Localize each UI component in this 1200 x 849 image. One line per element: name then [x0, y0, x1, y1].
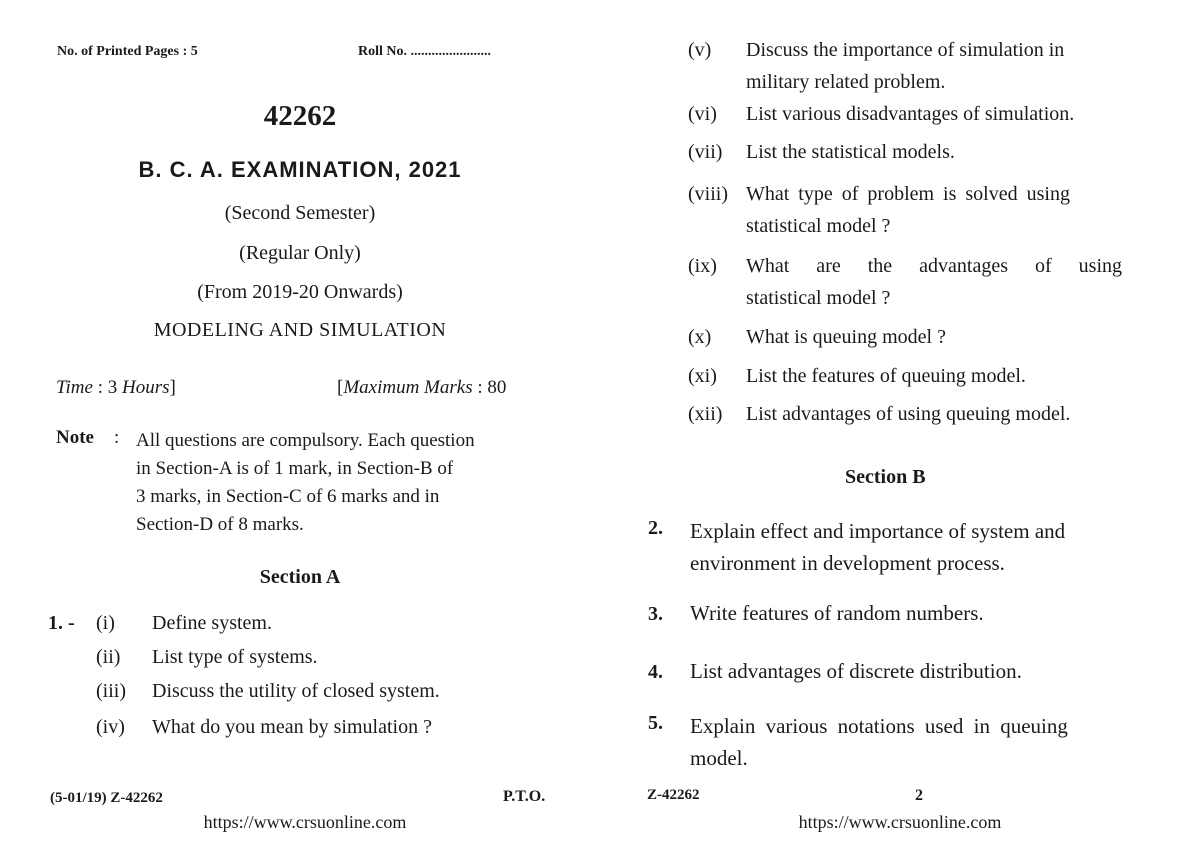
- footer-pto: P.T.O.: [503, 788, 546, 805]
- question-1-v: (v) Discuss the importance of simulation in military related problem.: [688, 39, 1065, 93]
- question-1-vii: (vii) List the statistical models.: [688, 141, 955, 163]
- question-5-number: 5.: [648, 712, 663, 734]
- page-number: 2: [915, 787, 923, 804]
- note-label: Note: [56, 427, 94, 448]
- maximum-marks: [Maximum Marks : 80: [337, 377, 507, 398]
- paper-code: 42262: [263, 100, 337, 132]
- question-1-number: 1. -: [48, 612, 75, 634]
- question-5-text: Explain various notations used in queuing model.: [690, 714, 1068, 770]
- right-page: [600, 0, 1200, 849]
- printed-pages: No. of Printed Pages : 5: [57, 44, 198, 59]
- question-1-ix: (ix) What are the advantages of using statistical model ?: [688, 255, 1123, 309]
- semester: (Second Semester): [224, 202, 376, 224]
- subject-title: MODELING AND SIMULATION: [153, 319, 447, 341]
- question-1-xi: (xi) List the features of queuing model.: [688, 365, 1026, 387]
- question-2-number: 2.: [648, 517, 663, 539]
- question-1-vi: (vi) List various disadvantages of simulation.: [688, 103, 1075, 125]
- exam-title: B. C. A. EXAMINATION, 2021: [138, 157, 462, 182]
- section-a-heading: Section A: [259, 566, 341, 588]
- question-1-i: (i) Define system.: [96, 612, 272, 634]
- question-4-number: 4.: [648, 661, 663, 683]
- footer-url: https://www.crsuonline.com: [798, 812, 1002, 832]
- regular-only: (Regular Only): [239, 242, 361, 264]
- footer-code: Z-42262: [647, 787, 700, 803]
- question-1-xii: (xii) List advantages of using queuing model.: [688, 403, 1071, 425]
- question-1-iii: (iii) Discuss the utility of closed system.: [96, 680, 440, 702]
- question-4-text: List advantages of discrete distribution.: [690, 659, 1022, 683]
- question-1-iv: (iv) What do you mean by simulation ?: [96, 716, 432, 738]
- note-colon: :: [114, 427, 120, 448]
- section-b-heading: Section B: [845, 466, 926, 488]
- batch-info: (From 2019-20 Onwards): [197, 281, 403, 303]
- question-2-text: Explain effect and importance of system and environment in development process.: [690, 519, 1066, 575]
- note-line: in Section-A is of 1 mark, in Section-B of: [136, 458, 454, 479]
- note-line: All questions are compulsory. Each question: [136, 430, 475, 451]
- note-text: [136, 427, 475, 539]
- question-3-text: Write features of random numbers.: [690, 601, 984, 625]
- footer-url: https://www.crsuonline.com: [203, 812, 407, 832]
- question-1-viii: (viii) What type of problem is solved using statistical model ?: [688, 183, 1070, 237]
- footer-code: (5-01/19) Z-42262: [50, 790, 163, 806]
- time-allowed: Time : 3 Hours]: [56, 377, 176, 398]
- note-line: 3 marks, in Section-C of 6 marks and in: [136, 486, 440, 507]
- question-1-ii: (ii) List type of systems.: [96, 646, 318, 668]
- question-1-x: (x) What is queuing model ?: [688, 326, 946, 348]
- roll-number: Roll No. .......................: [358, 44, 491, 59]
- note-line: Section-D of 8 marks.: [136, 514, 304, 535]
- question-3-number: 3.: [648, 603, 663, 625]
